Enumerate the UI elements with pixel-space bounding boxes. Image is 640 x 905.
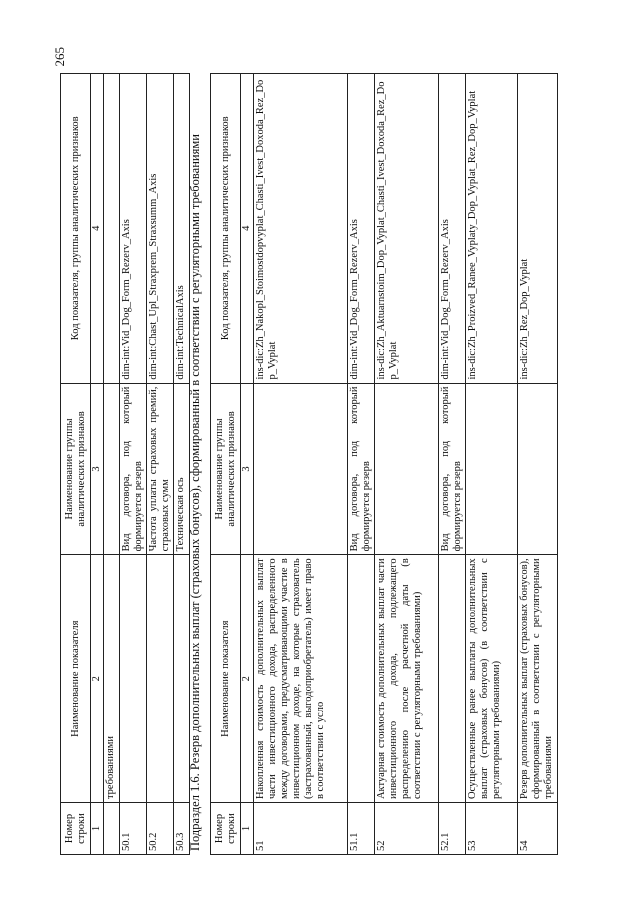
indicator-code: ins-dic:Zh_Nakopl_Stoimostdopvyplat_Chasti_Ivest_Doxoda_Rez_Dop_Vyplat bbox=[254, 74, 348, 384]
group-name bbox=[104, 383, 120, 555]
row-number bbox=[104, 803, 120, 855]
table-header-row bbox=[61, 74, 91, 855]
document-page bbox=[50, 45, 600, 855]
indicator-code: dim-int:Vid_Dog_Form_Rezerv_Axis bbox=[348, 74, 375, 384]
column-index: 3 bbox=[241, 383, 254, 555]
indicator-code: dim-int:TechnicalAxis bbox=[174, 74, 190, 384]
table-row bbox=[348, 74, 375, 855]
table-subsection-1-6 bbox=[210, 73, 558, 855]
group-name: Частота уплаты страховых премий, страховых сумм bbox=[147, 383, 174, 555]
header-row-number: Номер строки bbox=[61, 803, 91, 855]
indicator-name: Осуществленные ранее выплаты дополнительных выплат (страховых бонусов) (в соответствии с регуляторными требованиями) bbox=[466, 555, 518, 803]
indicator-name bbox=[348, 555, 375, 803]
table-row bbox=[439, 74, 466, 855]
group-name: Вид договора, под который формируется резерв bbox=[120, 383, 147, 555]
indicator-code: dim-int:Chast_Upl_Straxprem_Straxsumm_Axis bbox=[147, 74, 174, 384]
table-row bbox=[147, 74, 174, 855]
indicator-name: Резерв дополнительных выплат (страховых бонусов), сформированный в соответствии с регуляторными требованиями bbox=[518, 555, 558, 803]
column-index: 1 bbox=[91, 803, 104, 855]
header-group-name: Наименование группы аналитических признаков bbox=[211, 383, 241, 555]
indicator-code: dim-int:Vid_Dog_Form_Rezerv_Axis bbox=[120, 74, 147, 384]
row-number: 51.1 bbox=[348, 803, 375, 855]
group-name: Вид договора, под который формируется резерв bbox=[439, 383, 466, 555]
header-code: Код показателя, группы аналитических признаков bbox=[61, 74, 91, 384]
column-index: 3 bbox=[91, 383, 104, 555]
group-name: Техническая ось bbox=[174, 383, 190, 555]
column-index: 2 bbox=[91, 555, 104, 803]
header-indicator-name: Наименование показателя bbox=[211, 555, 241, 803]
indicator-name bbox=[439, 555, 466, 803]
page-number: 265 bbox=[52, 47, 67, 67]
row-number: 50.2 bbox=[147, 803, 174, 855]
row-number: 51 bbox=[254, 803, 348, 855]
indicator-code bbox=[104, 74, 120, 384]
row-number: 52.1 bbox=[439, 803, 466, 855]
group-name: Вид договора, под который формируется резерв bbox=[348, 383, 375, 555]
indicator-name: Накопленная стоимость дополнительных выплат части инвестиционного дохода, распределенного между договорами, предусматривающими участие в инвестиционном доходе, на которые страхователь (застрахованный, выгодоприобретатель) имеет право в соответствии с усло bbox=[254, 555, 348, 803]
indicator-code: ins-dic:Zh_Aktuarnstoim_Dop_Vyplat_Chasti_Ivest_Doxoda_Rez_Dop_Vyplat bbox=[375, 74, 439, 384]
table-row bbox=[120, 74, 147, 855]
header-group-name: Наименование группы аналитических признаков bbox=[61, 383, 91, 555]
row-number: 53 bbox=[466, 803, 518, 855]
header-code: Код показателя, группы аналитических признаков bbox=[211, 74, 241, 384]
group-name bbox=[375, 383, 439, 555]
header-row-number: Номер строки bbox=[211, 803, 241, 855]
column-index-row bbox=[241, 74, 254, 855]
group-name bbox=[518, 383, 558, 555]
table-continuation bbox=[60, 73, 190, 855]
row-number: 54 bbox=[518, 803, 558, 855]
indicator-code: ins-dic:Zh_Proizved_Ranee_Vyplaty_Dop_Vyplat_Rez_Dop_Vyplat bbox=[466, 74, 518, 384]
row-number: 52 bbox=[375, 803, 439, 855]
table-row bbox=[104, 74, 120, 855]
table-row bbox=[518, 74, 558, 855]
column-index: 1 bbox=[241, 803, 254, 855]
table-row bbox=[466, 74, 518, 855]
column-index: 4 bbox=[91, 74, 104, 384]
group-name bbox=[466, 383, 518, 555]
table-row bbox=[254, 74, 348, 855]
indicator-name: Актуарная стоимость дополнительных выплат части инвестиционного дохода, подлежащего распределению после расчетной даты (в соответствии с регуляторными требованиями) bbox=[375, 555, 439, 803]
indicator-code: ins-dic:Zh_Rez_Dop_Vyplat bbox=[518, 74, 558, 384]
header-indicator-name: Наименование показателя bbox=[61, 555, 91, 803]
row-number: 50.1 bbox=[120, 803, 147, 855]
column-index: 2 bbox=[241, 555, 254, 803]
table-header-row bbox=[211, 74, 241, 855]
row-number: 50.3 bbox=[174, 803, 190, 855]
subsection-title: Подраздел 1.6. Резерв дополнительных выплат (страховых бонусов), сформированный в соответствии с регуляторными требованиями bbox=[188, 134, 202, 851]
column-index-row bbox=[91, 74, 104, 855]
group-name bbox=[254, 383, 348, 555]
indicator-name bbox=[147, 555, 174, 803]
table-row bbox=[375, 74, 439, 855]
column-index: 4 bbox=[241, 74, 254, 384]
indicator-name: требованиями bbox=[104, 555, 120, 803]
indicator-code: dim-int:Vid_Dog_Form_Rezerv_Axis bbox=[439, 74, 466, 384]
indicator-name bbox=[120, 555, 147, 803]
